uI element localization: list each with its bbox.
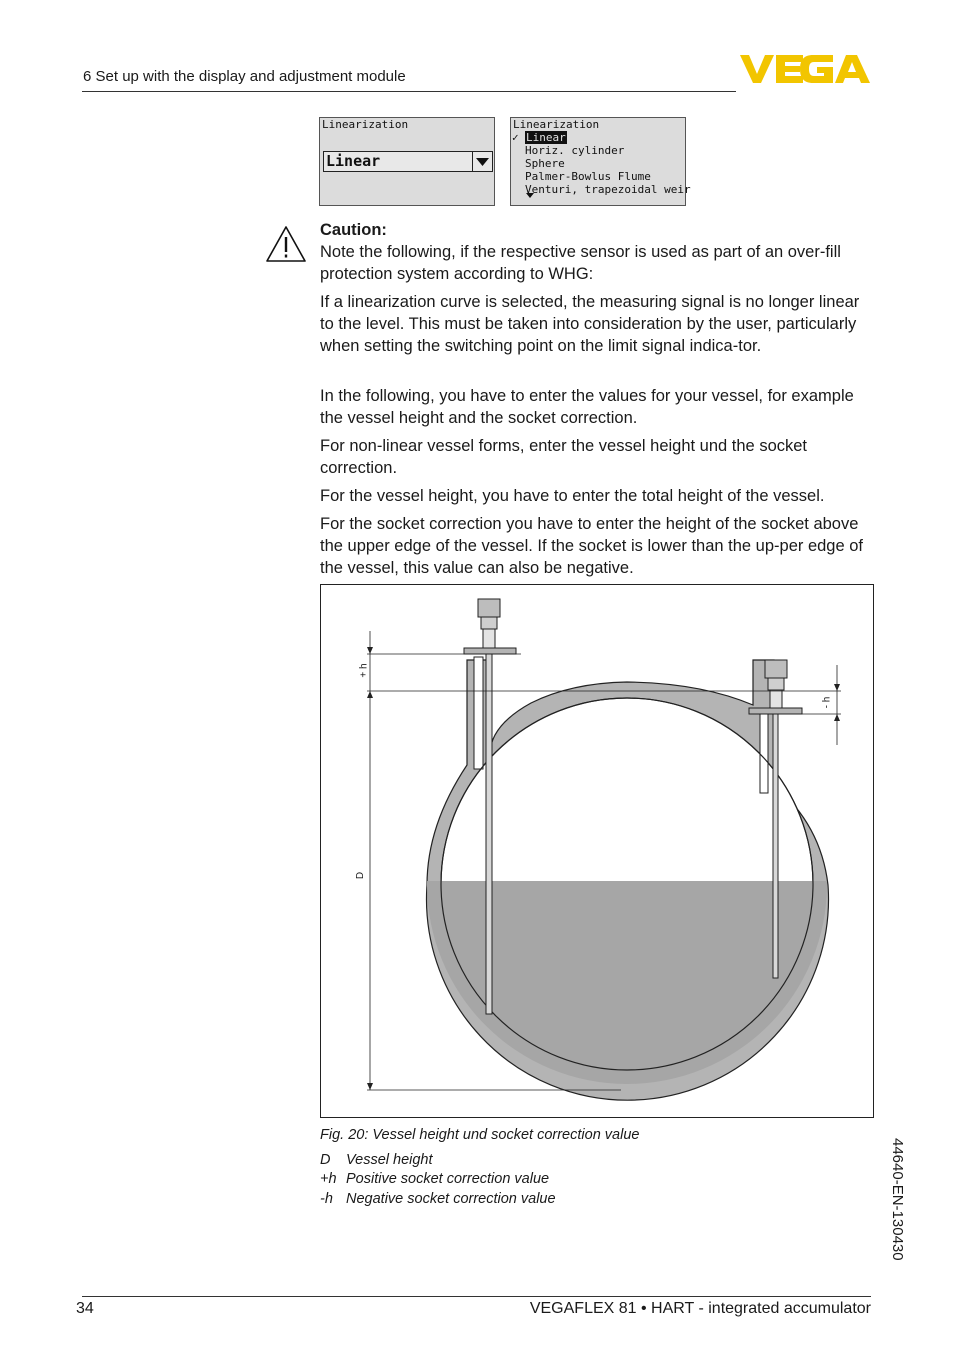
figure-caption: Fig. 20: Vessel height und socket correction value	[320, 1127, 640, 1143]
linearization-select[interactable]	[323, 151, 493, 172]
section-header: 6 Set up with the display and adjustment module	[83, 68, 406, 85]
linearization-select-value: Linear	[326, 152, 381, 170]
body-paragraph: In the following, you have to enter the values for your vessel, for example the vessel height and the socket correction.	[320, 387, 854, 427]
lcd-option-palmer-bowlus-flume[interactable]: Palmer-Bowlus Flume	[525, 170, 651, 183]
legend-item	[320, 1191, 556, 1207]
lcd-option-sphere[interactable]: Sphere	[525, 157, 565, 170]
footer-doc-title: VEGAFLEX 81 • HART - integrated accumulator	[529, 1300, 871, 1317]
footer-divider	[82, 1296, 871, 1297]
liquid-fill	[411, 881, 851, 1111]
body-paragraph: For non-linear vessel forms, enter the vessel height und the socket correction.	[320, 437, 807, 477]
lcd-option-horiz-cylinder[interactable]: Horiz. cylinder	[525, 144, 625, 157]
scroll-down-icon[interactable]	[526, 193, 534, 198]
lcd-linearization-list-screen	[510, 117, 691, 206]
lcd-list-title: Linearization	[513, 118, 600, 131]
legend-text: Positive socket correction value	[346, 1171, 550, 1187]
legend-key: -h	[320, 1191, 333, 1207]
lcd-option-venturi-weir[interactable]: Venturi, trapezoidal weir	[525, 183, 691, 196]
plus-h-label: + h	[358, 663, 370, 678]
header-divider	[82, 91, 736, 92]
lcd-option-linear[interactable]: Linear	[526, 131, 566, 144]
caution-title: Caution:	[320, 221, 387, 239]
page-number: 34	[76, 1300, 94, 1317]
vega-logo	[740, 52, 874, 84]
minus-h-label: - h	[821, 696, 833, 709]
body-paragraph: For the socket correction you have to enter the height of the socket above the upper edge of the vessel. If the socket is lower than the up-per edge of the vessel, this value can also be negative.	[320, 515, 864, 577]
document-code-text: 44640-EN-130430	[889, 1138, 906, 1261]
d-label: D	[355, 871, 367, 880]
body-paragraph: If a linearization curve is selected, the measuring signal is no longer linear to the level. This must be taken into consideration by the user, particularly when setting the switching point on the limit signal indica-tor.	[320, 293, 860, 355]
document-code	[876, 1138, 904, 1298]
caution-paragraph: Note the following, if the respective sensor is used as part of an over-fill protection system according to WHG:	[320, 243, 841, 283]
dropdown-arrow-icon[interactable]	[472, 152, 492, 171]
legend-text: Vessel height	[346, 1152, 433, 1168]
legend-text: Negative socket correction value	[346, 1191, 556, 1207]
lcd-linearization-screen	[319, 117, 495, 206]
lcd-title: Linearization	[322, 118, 409, 131]
check-icon: ✓	[512, 131, 519, 144]
body-paragraph: For the vessel height, you have to enter the total height of the vessel.	[320, 487, 825, 505]
legend-item	[320, 1152, 433, 1168]
vessel-diagram	[320, 584, 874, 1118]
legend-key: D	[320, 1152, 331, 1168]
legend-key: +h	[320, 1171, 337, 1187]
warning-triangle-icon	[265, 225, 307, 263]
legend-item	[320, 1171, 549, 1187]
